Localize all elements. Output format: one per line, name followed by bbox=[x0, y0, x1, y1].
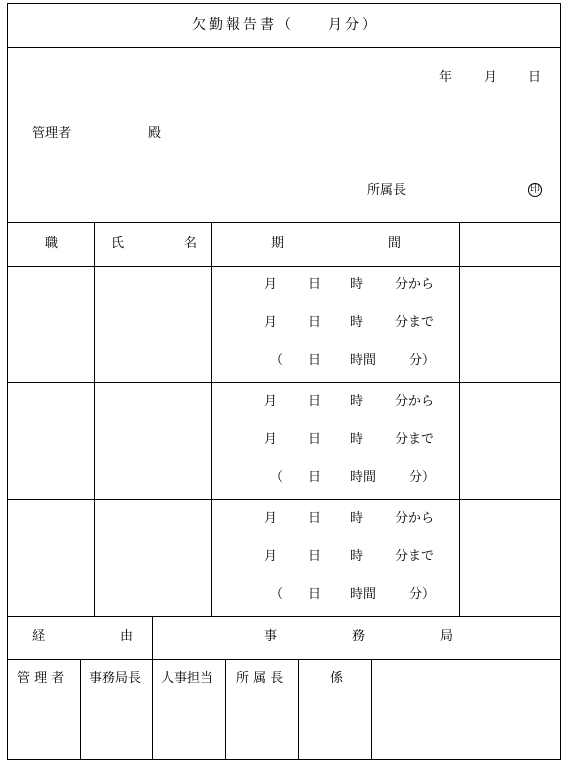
routing-office-2: 務 bbox=[352, 629, 366, 644]
col-divider-period bbox=[459, 222, 460, 616]
stamp-divider-4 bbox=[371, 659, 372, 760]
period-to-hour: 時 bbox=[350, 432, 364, 447]
period-from-hour: 時 bbox=[350, 394, 364, 409]
routing-office-1: 事 bbox=[264, 629, 278, 644]
col-divider-position bbox=[94, 222, 95, 616]
column-header-name-2: 名 bbox=[184, 236, 198, 251]
period-total-days: 日 bbox=[308, 353, 322, 368]
column-header-name-1: 氏 bbox=[111, 236, 125, 251]
stamp-label-clerk: 係 bbox=[330, 671, 344, 686]
period-total-days: 日 bbox=[308, 587, 322, 602]
column-header-period-2: 間 bbox=[388, 236, 402, 251]
period-to-month: 月 bbox=[264, 549, 278, 564]
period-to-day: 日 bbox=[308, 432, 322, 447]
column-header-period-1: 期 bbox=[271, 236, 285, 251]
col-divider-name bbox=[211, 222, 212, 616]
period-from-minute: 分から bbox=[395, 394, 435, 409]
period-to-hour: 時 bbox=[350, 549, 364, 564]
title-divider bbox=[7, 47, 561, 48]
form-title: 欠勤報告書（ 月分） bbox=[192, 17, 379, 33]
period-from-day: 日 bbox=[308, 394, 322, 409]
period-total-open: （ bbox=[270, 587, 284, 602]
period-to-minute: 分まで bbox=[395, 549, 435, 564]
period-to-month: 月 bbox=[264, 315, 278, 330]
stamp-label-manager: 管 理 者 bbox=[17, 671, 65, 686]
column-header-position: 職 bbox=[45, 236, 59, 251]
row-divider-1 bbox=[7, 382, 561, 383]
period-from-month: 月 bbox=[264, 511, 278, 526]
period-to-day: 日 bbox=[308, 549, 322, 564]
stamp-label-hr-staff: 人事担当 bbox=[161, 671, 214, 686]
period-total-hours: 時間 bbox=[350, 470, 377, 485]
routing-via-2: 由 bbox=[120, 629, 134, 644]
period-total-minutes: 分） bbox=[409, 587, 436, 602]
period-total-days: 日 bbox=[308, 470, 322, 485]
dept-head-label: 所属長 bbox=[367, 183, 407, 198]
stamp-label-office-director: 事務局長 bbox=[89, 671, 142, 686]
period-from-minute: 分から bbox=[395, 511, 435, 526]
column-header-divider bbox=[7, 266, 561, 267]
date-year: 年 bbox=[439, 70, 453, 85]
period-total-hours: 時間 bbox=[350, 353, 377, 368]
period-from-month: 月 bbox=[264, 394, 278, 409]
date-month: 月 bbox=[484, 70, 498, 85]
period-from-hour: 時 bbox=[350, 277, 364, 292]
period-total-open: （ bbox=[270, 470, 284, 485]
routing-via-1: 経 bbox=[32, 629, 46, 644]
addressee-label: 管理者 bbox=[32, 126, 72, 141]
stamp-divider-3 bbox=[298, 659, 299, 760]
period-from-hour: 時 bbox=[350, 511, 364, 526]
period-to-minute: 分まで bbox=[395, 432, 435, 447]
period-from-month: 月 bbox=[264, 277, 278, 292]
routing-office-3: 局 bbox=[440, 629, 454, 644]
period-total-open: （ bbox=[270, 353, 284, 368]
period-total-minutes: 分） bbox=[409, 353, 436, 368]
table-bottom-divider bbox=[7, 616, 561, 617]
stamp-divider-2 bbox=[225, 659, 226, 760]
seal-mark: 印 bbox=[530, 184, 540, 195]
period-total-minutes: 分） bbox=[409, 470, 436, 485]
period-from-day: 日 bbox=[308, 511, 322, 526]
honorific-label: 殿 bbox=[148, 126, 162, 141]
routing-divider bbox=[7, 659, 561, 660]
stamp-label-dept-head: 所 属 長 bbox=[236, 671, 284, 686]
period-total-hours: 時間 bbox=[350, 587, 377, 602]
row-divider-2 bbox=[7, 499, 561, 500]
stamp-divider-1 bbox=[80, 659, 81, 760]
header-divider bbox=[7, 222, 561, 223]
period-to-day: 日 bbox=[308, 315, 322, 330]
period-to-minute: 分まで bbox=[395, 315, 435, 330]
routing-divider-via bbox=[152, 616, 153, 760]
period-from-day: 日 bbox=[308, 277, 322, 292]
period-to-month: 月 bbox=[264, 432, 278, 447]
date-day: 日 bbox=[528, 70, 542, 85]
period-to-hour: 時 bbox=[350, 315, 364, 330]
period-from-minute: 分から bbox=[395, 277, 435, 292]
